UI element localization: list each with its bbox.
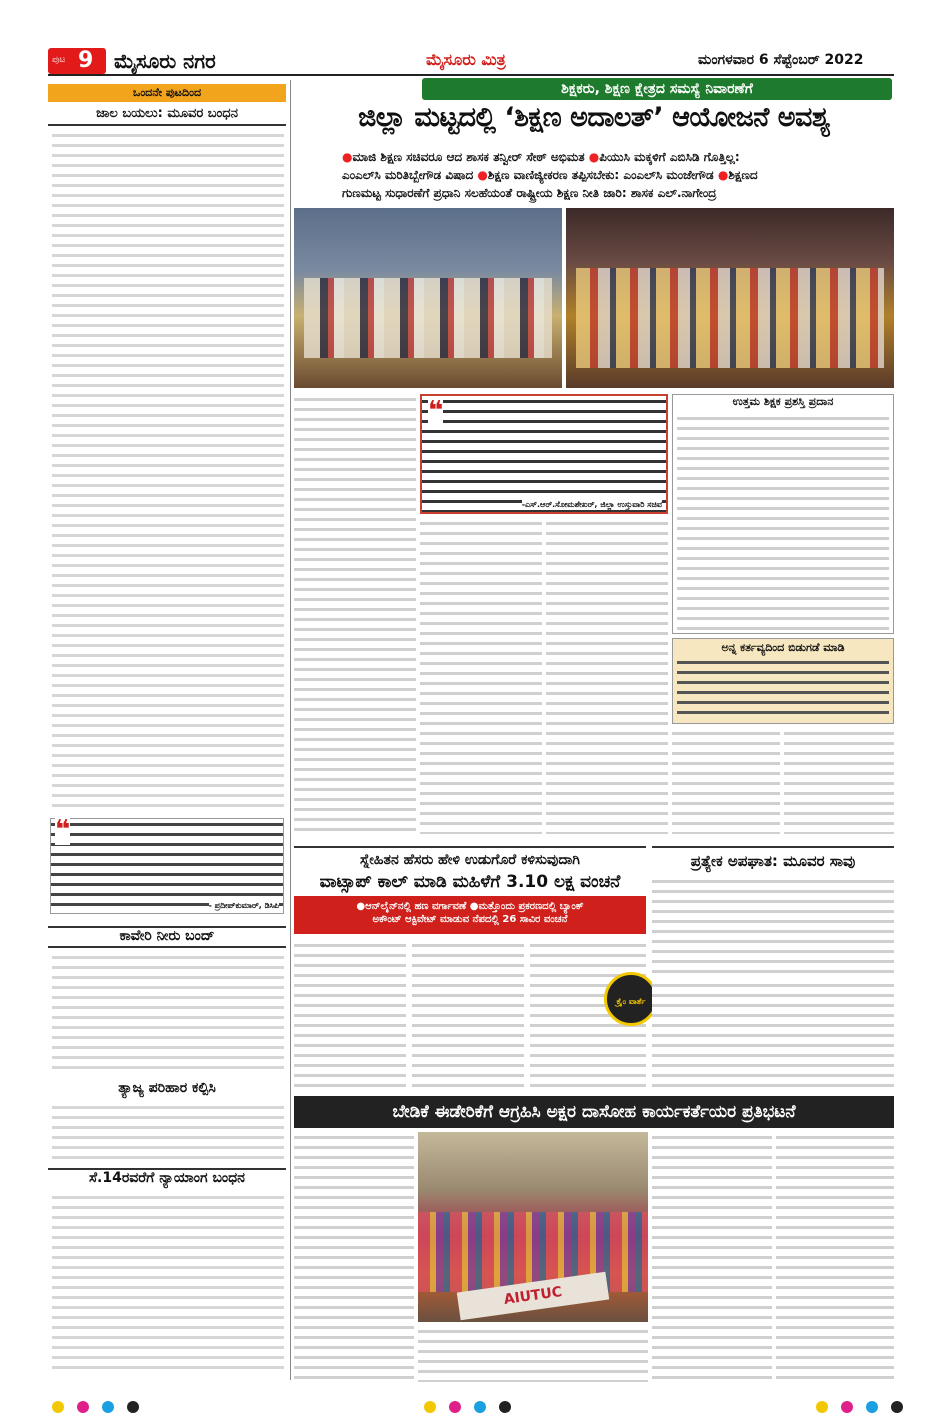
bullet-icon: ● (356, 901, 366, 912)
section-title: ಮೈಸೂರು ನಗರ (114, 49, 216, 73)
quote-box (50, 815, 284, 914)
page-header (48, 46, 894, 76)
photo-people (304, 278, 552, 358)
event-photo-awards (566, 208, 894, 388)
crime-news-stamp (604, 972, 658, 1026)
reg-dot-yellow (816, 1401, 828, 1413)
quote-mark-icon: ❝ (55, 815, 71, 845)
bullet-icon: ● (717, 168, 729, 182)
bullet-icon: ● (342, 150, 353, 164)
story-head-3: ತ್ಯಾಜ್ಯ ಪರಿಹಾರ ಕಲ್ಪಿಸಿ (118, 1080, 216, 1096)
fraud-body-1 (294, 940, 406, 1090)
bullet-icon: ● (588, 150, 600, 164)
award-box-body (677, 413, 889, 631)
award-box-head: ಉತ್ತಮ ಶಿಕ್ಷಕ ಪ್ರಶಸ್ತಿ ಪ್ರದಾನ (732, 395, 834, 408)
reg-dot-cyan (866, 1401, 878, 1413)
main-headline: ಜಿಲ್ಲಾ ಮಟ್ಟದಲ್ಲಿ ‘ಶಿಕ್ಷಣ ಅದಾಲತ್’ ಆಯೋಜನೆ ಅವಶ್ಯ (358, 102, 830, 133)
fraud-sub-2: ಮತ್ತೊಂದು ಪ್ರಕರಣದಲ್ಲಿ ಬ್ಯಾಂಕ್ (478, 901, 584, 912)
sub-text-3: ಎಂಎಲ್‌ಸಿ ಮರಿತಿಬ್ಬೇಗೌಡ ವಿಷಾದ (342, 168, 474, 182)
fraud-sub-1: ಆನ್‌ಲೈನ್‌ನಲ್ಲಿ ಹಣ ವರ್ಗಾವಣೆ (365, 901, 467, 912)
fraud-head-1: ಸ್ನೇಹಿತನ ಹೆಸರು ಹೇಳಿ ಉಡುಗೊರೆ ಕಳಿಸುವುದಾಗಿ (360, 852, 580, 868)
story-head-4: ಸೆ.14ರವರೆಗೆ ನ್ಯಾಯಾಂಗ ಬಂಧನ (48, 1168, 286, 1188)
accident-head: ಪ್ರತ್ಯೇಕ ಅಪಘಾತ: ಮೂವರ ಸಾವು (690, 852, 856, 870)
quote-sig-role: ಜಿಲ್ಲಾ ಉಸ್ತುವಾರಿ ಸಚಿವ (600, 500, 662, 509)
registration-marks-left (48, 1398, 188, 1412)
quote-sig-name: -ಎಸ್.ಆರ್.ಸೋಮಶೇಖರ್, (521, 500, 598, 509)
sub-box (672, 638, 894, 724)
protest-body-2 (418, 1326, 648, 1382)
page-number-box (48, 48, 106, 74)
protest-body-1 (294, 1132, 414, 1382)
minister-quote (420, 394, 668, 514)
fraud-story (294, 846, 646, 1090)
registration-marks-right (812, 1398, 932, 1412)
main-body-col-3 (546, 518, 668, 834)
section-banner-text: ಒಂದನೇ ಪುಟದಿಂದ (132, 86, 202, 99)
accident-body-1 (652, 876, 894, 976)
reg-dot-yellow (424, 1401, 436, 1413)
story-body-1 (52, 130, 284, 814)
quote-attribution: - ಪ್ರದೀಪ್‌ಕುಮಾರ್, ಡಿಸಿಪಿ (208, 901, 279, 910)
crime-stamp-text: ಕ್ರೈಂ ವಾರ್ತೆ (616, 997, 646, 1006)
fraud-sub-3: ಅಕೌಂಟ್ ಆಕ್ಟಿವೇಟ್ ಮಾಡುವ ನೆಪದಲ್ಲಿ 26 ಸಾವಿರ ವಂಚನೆ (372, 914, 568, 925)
sub-headline-2 (342, 168, 894, 183)
fraud-body-2 (412, 940, 524, 1090)
fraud-sub-line-1 (294, 900, 646, 913)
protest-body-3 (652, 1132, 772, 1382)
kicker-text: ಶಿಕ್ಷಕರು, ಶಿಕ್ಷಣ ಕ್ಷೇತ್ರದ ಸಮಸ್ಯೆ ನಿವಾರಣೆಗೆ (561, 81, 753, 97)
story-body-2 (52, 952, 284, 1072)
sub-headline-3: ಗುಣಮಟ್ಟ ಸುಧಾರಣೆಗೆ ಪ್ರಧಾನಿ ಸಲಹೆಯಂತೆ ರಾಷ್ಟ್ರೀಯ ಶಿಕ್ಷಣ ನೀತಿ ಜಾರಿ: ಶಾಸಕ ಎಲ್.ನಾಗೇಂದ್ರ (342, 186, 717, 200)
sub-text-1: ಮಾಜಿ ಶಿಕ್ಷಣ ಸಚಿವರೂ ಆದ ಶಾಸಕ ತನ್ವೀರ್ ಸೇಠ್ ಅಭಿಮತ (352, 150, 585, 164)
kicker-bar (422, 78, 892, 100)
sub-headline-1 (342, 150, 894, 165)
story-body-3 (52, 1102, 284, 1164)
accident-body-2 (652, 980, 894, 1090)
award-box (672, 394, 894, 634)
fraud-sub-bar (294, 896, 646, 934)
protest-banner-text: AIUTUC (502, 1284, 564, 1309)
reg-dot-cyan (474, 1401, 486, 1413)
sub-text-4: ಶಿಕ್ಷಣ ವಾಣಿಜ್ಯೀಕರಣ ತಪ್ಪಿಸಬೇಕು: ಎಂಎಲ್‌ಸಿ ಮಂಜೇಗೌಡ (487, 168, 714, 182)
quote-mark-icon: ❝ (428, 396, 444, 426)
page-label: ಪುಟ (52, 55, 66, 65)
main-body-col-2 (420, 518, 542, 834)
main-body-col-5 (784, 728, 894, 834)
bullet-icon: ● (477, 168, 488, 182)
story-body-4 (52, 1192, 284, 1372)
reg-dot-magenta (449, 1401, 461, 1413)
sub-text-5: ಶಿಕ್ಷಣದ (728, 168, 758, 182)
protest-crowd (418, 1212, 648, 1292)
accident-story (652, 846, 894, 1090)
sub-text-2: ಪಿಯುಸಿ ಮಕ್ಕಳಿಗೆ ಎಬಿಸಿಡಿ ಗೊತ್ತಿಲ್ಲ: (599, 150, 740, 164)
bullet-icon: ● (469, 901, 479, 912)
main-body-col-1 (294, 394, 416, 834)
story-head-2: ಕಾವೇರಿ ನೀರು ಬಂದ್ (48, 926, 286, 948)
protest-photo (418, 1132, 648, 1322)
fraud-head-2: ವಾಟ್ಸಾಪ್ ಕಾಲ್ ಮಾಡಿ ಮಹಿಳೆಗೆ 3.10 ಲಕ್ಷ ವಂಚನೆ (319, 872, 621, 892)
event-photo-stage (294, 208, 562, 388)
reg-dot-black (891, 1401, 903, 1413)
left-column (48, 80, 286, 1380)
reg-dot-yellow (52, 1401, 64, 1413)
story-head-1: ಜಾಲ ಬಯಲು: ಮೂವರ ಬಂಧನ (48, 106, 286, 126)
registration-marks-center (420, 1398, 540, 1412)
photo-awardees (576, 268, 884, 368)
column-divider (290, 80, 291, 1380)
sub-box-body (677, 657, 889, 721)
protest-story (294, 1096, 894, 1384)
protest-body-4 (776, 1132, 894, 1382)
reg-dot-black (499, 1401, 511, 1413)
protest-headline: ಬೇಡಿಕೆ ಈಡೇರಿಕೆಗೆ ಆಗ್ರಹಿಸಿ ಅಕ್ಷರ ದಾಸೋಹ ಕಾರ್ಯಕರ್ತೆಯರ ಪ್ರತಿಭಟನೆ (392, 1102, 796, 1122)
sub-box-head: ಅನ್ನ ಕರ್ತವ್ಯದಿಂದ ಬಿಡುಗಡೆ ಮಾಡಿ (721, 641, 845, 654)
reg-dot-magenta (841, 1401, 853, 1413)
main-story (294, 78, 894, 838)
page-number: 9 (78, 48, 94, 73)
reg-dot-black (127, 1401, 139, 1413)
section-banner (48, 84, 286, 102)
page-date: ಮಂಗಳವಾರ 6 ಸೆಪ್ಟೆಂಬರ್ 2022 (698, 52, 864, 68)
masthead: ಮೈಸೂರು ಮಿತ್ರ (426, 50, 506, 69)
reg-dot-magenta (77, 1401, 89, 1413)
main-body-col-4 (672, 728, 780, 834)
quote-signature (522, 500, 662, 510)
protest-headline-bar (294, 1096, 894, 1128)
reg-dot-cyan (102, 1401, 114, 1413)
